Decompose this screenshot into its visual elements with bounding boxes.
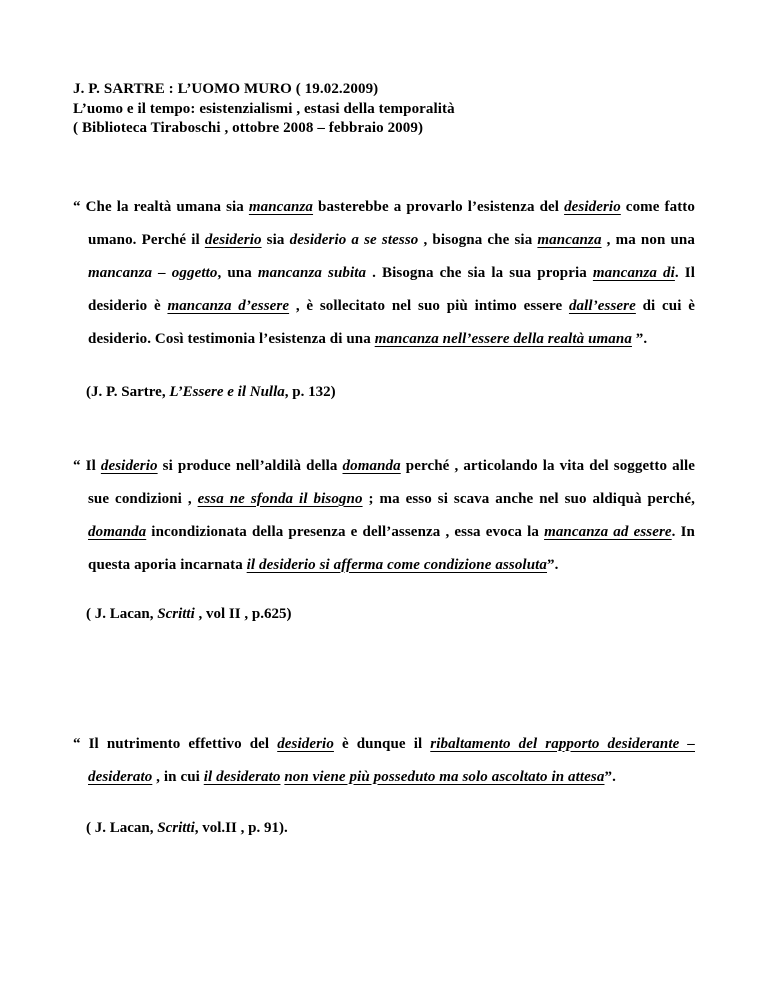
text-run: ”.: [547, 556, 559, 573]
text-run: , bisogna che sia: [418, 231, 538, 248]
citation-lacan-1: [86, 604, 695, 624]
text-run: mancanza: [248, 198, 314, 215]
text-run: essa ne sfonda il bisogno: [197, 490, 363, 507]
text-run: di cui è desiderio. Così testimonia l’esistenza di una: [88, 297, 695, 347]
text-run: “ Il: [73, 457, 101, 474]
text-run: , una: [217, 264, 258, 281]
text-run: , p. 132): [284, 383, 336, 400]
text-run: , vol.II , p. 91).: [194, 819, 288, 836]
text-run: ”.: [604, 768, 616, 785]
text-run: mancanza di: [592, 264, 675, 281]
text-run: Scritti: [157, 605, 195, 622]
quote-paragraph-lacan-1: [73, 450, 695, 582]
citation-sartre: [86, 382, 695, 402]
text-run: desiderio: [564, 198, 621, 215]
text-run: mancanza nell’essere della realtà umana: [374, 330, 632, 347]
text-run: mancanza d’essere: [167, 297, 290, 314]
text-run: , è sollecitato nel suo più intimo essere: [289, 297, 569, 314]
text-run: perché , articolando la vita del soggetto alle sue condizioni ,: [88, 457, 695, 507]
text-run: domanda: [342, 457, 401, 474]
text-run: mancanza – oggetto: [88, 264, 218, 281]
text-run: mancanza subita: [257, 264, 367, 281]
header-subtitle-line: L’uomo e il tempo: esistenzialismi , estasi della temporalità: [73, 100, 455, 117]
citation-lacan-2: [86, 818, 695, 838]
text-run: mancanza ad essere: [544, 523, 672, 540]
text-run: ( J. Lacan,: [86, 605, 158, 622]
text-run: domanda: [88, 523, 147, 540]
text-run: desiderio: [100, 457, 158, 474]
text-run: è dunque il: [333, 735, 431, 752]
text-run: si produce nell’aldilà della: [157, 457, 343, 474]
text-run: . Il desiderio è: [88, 264, 695, 314]
text-run: , in cui: [152, 768, 204, 785]
text-run: Scritti: [157, 819, 195, 836]
text-run: ( J. Lacan,: [86, 819, 158, 836]
document-header: [73, 80, 695, 139]
text-run: , vol II , p.625): [194, 605, 292, 622]
text-run: . In questa aporia incarnata: [88, 523, 695, 573]
text-run: incondizionata della presenza e dell’assenza , essa evoca la: [146, 523, 545, 540]
text-run: come fatto umano. Perché il: [88, 198, 696, 248]
text-run: sia: [261, 231, 290, 248]
text-run: il desiderato: [203, 768, 281, 785]
text-run: . Bisogna che sia la sua propria: [366, 264, 593, 281]
text-run: dall’essere: [568, 297, 636, 314]
quote-paragraph-sartre: [73, 191, 695, 356]
text-run: desiderio a se stesso: [289, 231, 419, 248]
text-run: non viene più posseduto ma solo ascoltato in attesa: [284, 768, 605, 785]
header-venue-line: ( Biblioteca Tiraboschi , ottobre 2008 – febbraio 2009): [73, 120, 424, 136]
text-run: , ma non una: [601, 231, 695, 248]
text-run: ribaltamento del rapporto desiderante – desiderato: [88, 735, 695, 785]
header-title-line: J. P. SARTRE : L’UOMO MURO ( 19.02.2009): [73, 81, 379, 97]
text-run: (J. P. Sartre,: [86, 383, 170, 400]
text-run: ”.: [631, 330, 648, 347]
text-run: “ Che la realtà umana sia: [73, 198, 249, 215]
quote-paragraph-lacan-2: [73, 728, 695, 794]
text-run: desiderio: [204, 231, 262, 248]
text-run: “ Il nutrimento effettivo del: [73, 735, 278, 752]
text-run: basterebbe a provarlo l’esistenza del: [313, 198, 565, 215]
text-run: desiderio: [277, 735, 334, 752]
text-run: L’Essere e il Nulla: [169, 383, 285, 400]
text-run: il desiderio si afferma come condizione assoluta: [246, 556, 548, 573]
text-run: ; ma esso si scava anche nel suo aldiquà perché,: [362, 490, 695, 507]
text-run: mancanza: [537, 231, 602, 248]
